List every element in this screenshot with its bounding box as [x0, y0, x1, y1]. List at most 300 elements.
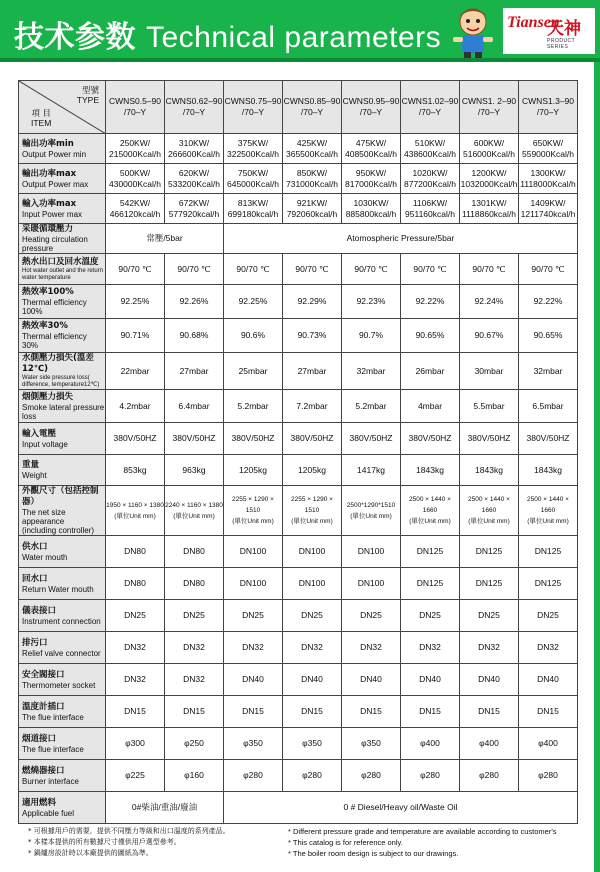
- value: 26mbar: [415, 365, 445, 376]
- model-suffix: /70–Y: [359, 107, 383, 117]
- value-line-2: 817000Kcal/h: [345, 178, 397, 189]
- value: 32mbar: [356, 365, 386, 376]
- row-label-cn: 溫度計插口: [22, 701, 65, 712]
- row-value: [401, 390, 460, 423]
- row-value: [401, 134, 460, 164]
- row-label-en: Input voltage: [22, 439, 68, 449]
- row-value: [283, 486, 342, 536]
- value: DN15: [360, 706, 382, 716]
- row-value: [460, 696, 519, 728]
- value-line-2: 1211740kcal/h: [520, 208, 576, 219]
- row-value: [224, 134, 283, 164]
- corner-item-cn: 項 目: [31, 108, 51, 118]
- row-value: [224, 664, 283, 696]
- model-header: [283, 81, 342, 134]
- row-weight: [19, 455, 578, 486]
- row-value: [106, 728, 165, 760]
- row-value: [283, 455, 342, 486]
- row-value: [283, 760, 342, 792]
- row-label-en: water temperature: [22, 274, 71, 281]
- value: DN32: [242, 642, 264, 652]
- model-suffix: /70–Y: [477, 107, 501, 117]
- value: 90.68%: [179, 330, 209, 340]
- value-line-2: 951160kcal/h: [405, 208, 455, 219]
- row-label-en: The flue interface: [22, 712, 84, 722]
- value: φ225: [125, 770, 145, 780]
- value: φ250: [184, 738, 204, 748]
- value-line-2: 559000Kcal/h: [522, 148, 574, 159]
- value: DN32: [419, 642, 441, 652]
- brand-logo: [503, 8, 595, 54]
- row-label-cn: 水側壓力損失(溫差12℃): [22, 353, 94, 374]
- row-value: [460, 486, 519, 536]
- row-value: [283, 423, 342, 455]
- row-label: [19, 390, 106, 423]
- value-line-1: 250KW/: [119, 137, 151, 148]
- model-name: CWNS1. 2–90: [461, 96, 517, 106]
- row-value: [106, 536, 165, 568]
- row-value-span: [224, 224, 578, 254]
- row-value: [106, 353, 165, 390]
- value-line-2: 430000Kcal/h: [109, 178, 161, 189]
- value-line-2: 466120kcal/h: [109, 208, 161, 219]
- row-label: [19, 285, 106, 319]
- row-label-cn: 輸出功率min: [22, 138, 74, 149]
- note-cn-1: * 可根據用戶的需要，提供不同壓力等級和出口溫度的系列產品。: [28, 827, 230, 835]
- value: 90.65%: [415, 330, 445, 340]
- row-value: [342, 423, 401, 455]
- value-dimensions: 2255 × 1290 × 1510: [232, 496, 274, 514]
- row-value: [106, 600, 165, 632]
- value: 4mbar: [417, 400, 443, 411]
- row-label-en: 30%: [22, 341, 39, 350]
- row-label-cn: 采暖循環壓力: [22, 224, 74, 234]
- value: DN100: [298, 546, 326, 556]
- row-value: [519, 568, 578, 600]
- row-value: [165, 390, 224, 423]
- row-label: [19, 254, 106, 285]
- row-value: [224, 164, 283, 194]
- row-value: [165, 728, 224, 760]
- row-value: [224, 536, 283, 568]
- value: DN32: [478, 642, 500, 652]
- row-value: [224, 728, 283, 760]
- header-row: [19, 81, 578, 134]
- value: 22mbar: [120, 365, 150, 376]
- row-label-cn: 排污口: [22, 637, 48, 648]
- page-title-en: Technical parameters: [146, 21, 442, 54]
- row-value: [283, 134, 342, 164]
- row-value: [283, 664, 342, 696]
- row-label-en: Hot water outlet and the return: [22, 267, 104, 274]
- value: 6.5mbar: [532, 400, 564, 411]
- row-value: [224, 455, 283, 486]
- value-unit: (單位Unit mm): [527, 518, 569, 525]
- row-label: [19, 568, 106, 600]
- row-value: [401, 164, 460, 194]
- row-value: [342, 254, 401, 285]
- row-label: [19, 728, 106, 760]
- row-label-en: pressure: [22, 244, 54, 253]
- value-line-2: 408500Kcal/h: [345, 148, 397, 159]
- row-in-max: [19, 194, 578, 224]
- note-en-2: * This catalog is for reference only.: [288, 838, 403, 847]
- value: 380V/50HZ: [526, 433, 570, 443]
- value-line-2: 266600Kcal/h: [168, 148, 220, 159]
- value: 90/70 ℃: [354, 263, 388, 274]
- value: 4.2mbar: [119, 400, 151, 411]
- value: 90/70 ℃: [177, 263, 211, 274]
- value-unit: (單位Unit mm): [173, 512, 215, 520]
- row-label-cn: 輸入功率max: [22, 198, 77, 209]
- value: 92.24%: [474, 296, 504, 306]
- value-dimensions: 2255 × 1290 × 1510: [291, 496, 333, 514]
- note-en-3: * The boiler room design is subject to our drawings.: [288, 849, 459, 858]
- value: DN25: [478, 610, 500, 620]
- row-value: [165, 536, 224, 568]
- value-line-1: 921KW/: [296, 197, 328, 208]
- row-label-en: Applicable fuel: [22, 808, 75, 818]
- value-line-2: 699180kcal/h: [227, 208, 279, 219]
- row-label: [19, 696, 106, 728]
- row-instrument: [19, 600, 578, 632]
- row-value: [519, 285, 578, 319]
- value: 380V/50HZ: [349, 433, 393, 443]
- row-value: [460, 455, 519, 486]
- value: 92.26%: [179, 296, 209, 306]
- row-value: [519, 423, 578, 455]
- row-label: [19, 353, 106, 390]
- value-unit: (單位Unit mm): [409, 518, 451, 525]
- value-line-2: 877200Kcal/h: [404, 178, 456, 189]
- row-value: [106, 664, 165, 696]
- value: φ280: [538, 770, 558, 780]
- value: φ350: [243, 738, 263, 748]
- value-left: 常壓/5bar: [146, 233, 183, 243]
- row-value: [106, 423, 165, 455]
- row-value: [283, 254, 342, 285]
- value: 1205kg: [298, 464, 326, 475]
- row-value: [460, 536, 519, 568]
- row-label-cn: 重量: [22, 460, 40, 470]
- model-suffix: /70–Y: [418, 107, 442, 117]
- value: DN25: [124, 610, 146, 620]
- row-value: [283, 536, 342, 568]
- row-pressure: [19, 224, 578, 254]
- value-line-2: 322500Kcal/h: [227, 148, 279, 159]
- row-value: [224, 632, 283, 664]
- row-label-en: Water mouth: [22, 552, 68, 562]
- value-line-1: 1030KW/: [353, 197, 389, 208]
- row-value: [224, 423, 283, 455]
- row-value: [401, 536, 460, 568]
- value: DN40: [419, 674, 441, 684]
- value: 90.6%: [240, 330, 266, 340]
- row-value: [283, 194, 342, 224]
- row-value: [519, 353, 578, 390]
- model-name: CWNS0.62–90: [165, 96, 223, 106]
- row-value: [460, 285, 519, 319]
- value: DN32: [360, 642, 382, 652]
- model-name: CWNS0.95–90: [342, 96, 400, 106]
- row-value: [224, 194, 283, 224]
- row-label-cn: 烟側壓力損失: [22, 391, 74, 402]
- row-value: [342, 285, 401, 319]
- value: 1417kg: [357, 464, 385, 475]
- row-value: [283, 164, 342, 194]
- row-thermo: [19, 664, 578, 696]
- value: DN100: [298, 578, 326, 588]
- row-value: [401, 455, 460, 486]
- row-label-cn: 熱效率30%: [22, 321, 68, 331]
- row-label: [19, 224, 106, 254]
- row-value: [106, 254, 165, 285]
- value: 92.22%: [415, 296, 445, 306]
- value-line-2: 792060kcal/h: [286, 208, 338, 219]
- value: DN80: [183, 546, 205, 556]
- value: 27mbar: [179, 365, 209, 376]
- value: DN32: [124, 674, 146, 684]
- row-value: [342, 664, 401, 696]
- model-suffix: /70–Y: [241, 107, 265, 117]
- row-value: [342, 455, 401, 486]
- value-unit: (單位Unit mm): [232, 518, 274, 525]
- row-value: [519, 194, 578, 224]
- corner-item-label: [31, 108, 51, 128]
- row-value: [106, 390, 165, 423]
- corner-type-label: [77, 85, 99, 105]
- value: φ350: [361, 738, 381, 748]
- value-line-1: 1020KW/: [412, 167, 448, 178]
- value: DN125: [475, 578, 503, 588]
- row-value: [519, 664, 578, 696]
- value-unit: (單位Unit mm): [468, 518, 510, 525]
- value: DN32: [301, 642, 323, 652]
- row-value: [342, 728, 401, 760]
- value: DN125: [416, 546, 444, 556]
- value: DN32: [537, 642, 559, 652]
- row-label: [19, 600, 106, 632]
- value: 1205kg: [239, 464, 267, 475]
- row-label-cn: 安全閥接口: [22, 669, 65, 680]
- value-dimensions: 2500*1290*1510: [346, 501, 396, 509]
- row-value: [519, 760, 578, 792]
- model-header: [224, 81, 283, 134]
- model-name: CWNS0.85–90: [283, 96, 341, 106]
- row-value: [165, 455, 224, 486]
- value-line-2: 731000Kcal/h: [286, 178, 338, 189]
- row-flue1: [19, 696, 578, 728]
- value: DN25: [301, 610, 323, 620]
- row-value: [283, 600, 342, 632]
- value: DN125: [534, 578, 562, 588]
- row-label: [19, 486, 106, 536]
- row-value: [519, 164, 578, 194]
- row-value: [283, 728, 342, 760]
- value: 380V/50HZ: [408, 433, 452, 443]
- row-label-en: Instrument connection: [22, 616, 101, 626]
- row-value: [283, 568, 342, 600]
- value: 92.23%: [356, 296, 386, 306]
- value: 32mbar: [533, 365, 563, 376]
- value-line-1: 1106KW/: [412, 197, 448, 208]
- value-line-2: 577920kcal/h: [168, 208, 220, 219]
- row-label-en: Relief valve connector: [22, 648, 101, 658]
- corner-cell: [19, 81, 106, 134]
- corner-type-cn: 型號: [81, 85, 99, 95]
- value: DN125: [534, 546, 562, 556]
- value: 7.2mbar: [296, 400, 328, 411]
- row-value: [519, 254, 578, 285]
- value: φ400: [479, 738, 499, 748]
- value: DN80: [183, 578, 205, 588]
- value: 92.25%: [120, 296, 150, 306]
- row-label-cn: 燃燒器接口: [22, 765, 65, 776]
- row-value: [342, 353, 401, 390]
- value: DN15: [301, 706, 323, 716]
- row-voltage: [19, 423, 578, 455]
- row-temp: [19, 254, 578, 285]
- row-label-en: Thermal efficiency: [22, 298, 87, 307]
- row-label-cn: 熱水出口及回水溫度: [22, 256, 99, 267]
- row-value: [165, 600, 224, 632]
- row-supply: [19, 536, 578, 568]
- value: DN25: [419, 610, 441, 620]
- row-value: [165, 486, 224, 536]
- brand-subtitle: PRODUCT SERIES: [547, 38, 576, 50]
- value: 380V/50HZ: [113, 433, 157, 443]
- row-label: [19, 760, 106, 792]
- value: φ280: [302, 770, 322, 780]
- row-value: [165, 254, 224, 285]
- value: DN80: [124, 546, 146, 556]
- value: 5.5mbar: [473, 400, 505, 411]
- value-unit: (單位Unit mm): [291, 518, 333, 525]
- value: DN15: [478, 706, 500, 716]
- value: 380V/50HZ: [231, 433, 275, 443]
- value: 6.4mbar: [178, 400, 210, 411]
- row-fuel: [19, 792, 578, 824]
- row-value: [342, 600, 401, 632]
- value-line-2: 1118860kcal/h: [461, 208, 517, 219]
- row-label-cn: 熱效率100%: [22, 287, 74, 297]
- row-value: [165, 164, 224, 194]
- value: DN25: [537, 610, 559, 620]
- value: 90/70 ℃: [531, 263, 565, 274]
- row-value: [401, 664, 460, 696]
- model-name: CWNS1.3–90: [522, 96, 574, 106]
- row-label-cn: 烟道接口: [22, 733, 57, 744]
- row-waterloss: [19, 353, 578, 390]
- value: 380V/50HZ: [467, 433, 511, 443]
- model-header: [519, 81, 578, 134]
- value-line-1: 375KW/: [237, 137, 269, 148]
- row-value: [519, 696, 578, 728]
- value-line-1: 542KW/: [119, 197, 151, 208]
- row-return: [19, 568, 578, 600]
- right-edge-bar: [594, 62, 600, 872]
- row-eff100: [19, 285, 578, 319]
- row-value: [401, 353, 460, 390]
- model-header: [165, 81, 224, 134]
- value: DN15: [419, 706, 441, 716]
- row-label-cn: 輸入電壓: [22, 428, 57, 439]
- value: 92.25%: [238, 296, 268, 306]
- value: φ280: [420, 770, 440, 780]
- row-label: [19, 164, 106, 194]
- row-value: [342, 319, 401, 353]
- row-value: [224, 696, 283, 728]
- value: 90.67%: [474, 330, 504, 340]
- value: DN25: [242, 610, 264, 620]
- row-value: [165, 568, 224, 600]
- value: φ300: [125, 738, 145, 748]
- value-dimensions: 2240 × 1160 × 1380: [165, 501, 223, 509]
- value: 1843kg: [475, 464, 503, 475]
- row-value: [519, 486, 578, 536]
- row-value: [519, 390, 578, 423]
- row-label-cn: 外觀尺寸（包括控制器）: [22, 486, 99, 507]
- row-value: [224, 285, 283, 319]
- page-title-cn: 技术参数: [14, 20, 136, 55]
- row-label-en: Thermal efficiency: [22, 332, 87, 341]
- value-line-1: 1409KW/: [530, 197, 566, 208]
- value-dimensions: 2500 × 1440 × 1660: [527, 496, 569, 514]
- value-line-1: 950KW/: [355, 167, 387, 178]
- value-line-2: 1118000Kcal/h: [520, 178, 576, 189]
- row-value: [106, 134, 165, 164]
- row-value: [401, 568, 460, 600]
- row-value: [224, 353, 283, 390]
- value-right: Atomospheric Pressure/5bar: [346, 233, 455, 243]
- value: 90/70 ℃: [472, 263, 506, 274]
- value-line-1: 672KW/: [178, 197, 210, 208]
- value-line-1: 310KW/: [178, 137, 210, 148]
- model-header: [342, 81, 401, 134]
- value-line-1: 650KW/: [532, 137, 564, 148]
- row-label-en: 100%: [22, 307, 43, 316]
- value-line-1: 510KW/: [414, 137, 446, 148]
- row-value: [106, 632, 165, 664]
- row-value: [224, 254, 283, 285]
- row-value: [460, 353, 519, 390]
- value: 1843kg: [416, 464, 444, 475]
- value: DN25: [360, 610, 382, 620]
- row-label: [19, 134, 106, 164]
- row-label-cn: 回水口: [22, 573, 48, 584]
- row-value: [401, 696, 460, 728]
- row-burner: [19, 760, 578, 792]
- value: DN25: [183, 610, 205, 620]
- value-line-1: 850KW/: [296, 167, 328, 178]
- row-label-en: Input Power max: [22, 209, 83, 219]
- value-line-2: 885800kcal/h: [345, 208, 397, 219]
- row-value: [460, 390, 519, 423]
- row-value: [460, 728, 519, 760]
- value: DN100: [239, 578, 267, 588]
- row-label-en: Heating circulation: [22, 235, 88, 244]
- note-cn-3: * 鍋爐房設計時以本廠提供的圖紙為準。: [28, 849, 153, 857]
- row-value: [106, 319, 165, 353]
- row-value: [106, 486, 165, 536]
- corner-item-en: ITEM: [31, 118, 52, 128]
- note-en-1: * Different pressure grade and temperature are available according to customer's: [288, 827, 557, 836]
- row-value: [342, 134, 401, 164]
- row-value: [224, 319, 283, 353]
- row-value: [401, 194, 460, 224]
- spec-table: [18, 80, 578, 824]
- row-value: [460, 319, 519, 353]
